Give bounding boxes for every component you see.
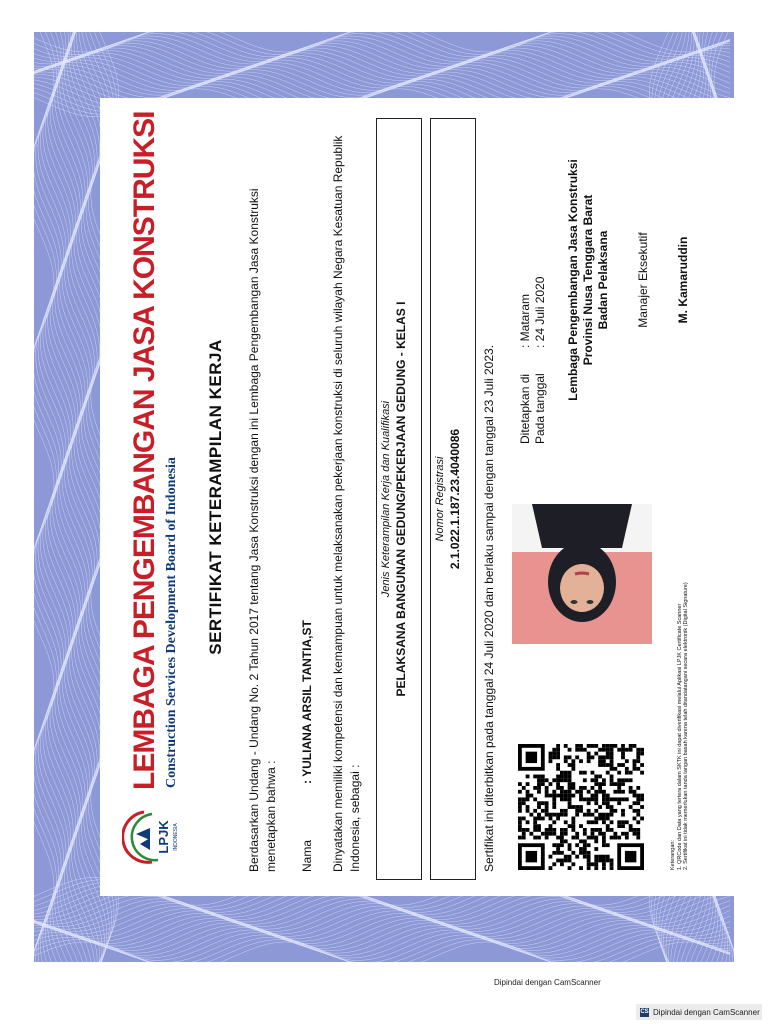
notes-line-2: 2. Sertifikat ini tidak memerlukan tanda tangan basah karena telah ditandatangani secara elektronik (Digital Signature)	[683, 582, 689, 870]
organization-subtitle: Construction Services Development Board of Indonesia	[164, 457, 179, 788]
qualification-value: PELAKSANA BANGUNAN GEDUNG/PEKERJAAN GEDUNG - KELAS I	[394, 301, 408, 697]
certificate-border	[34, 32, 734, 962]
issued-place-label: Ditetapkan di	[518, 373, 532, 444]
holder-photo	[512, 504, 652, 644]
camscanner-icon: CS	[640, 1008, 649, 1015]
validity-text: Sertifikat ini diterbitkan pada tanggal 24 Juli 2020 dan berlaku sampai dengan tanggal 23 Juli 2023.	[482, 344, 496, 872]
lpjk-logo-icon	[122, 806, 184, 868]
portrait-image	[512, 504, 652, 644]
signer-position: Manajer Eksekutif	[636, 232, 650, 328]
camscanner-badge	[636, 1004, 762, 1020]
competency-statement: Dinyatakan memiliki kompetensi dan kemampuan untuk melaksanakan pekerjaan konstruksi di seluruh wilayah Negara Kesatuan Republik Indonesia, sebagai :	[331, 135, 362, 872]
legal-basis-text: Berdasarkan Undang - Undang No. 2 Tahun 2017 tentang Jasa Konstruksi dengan ini Lembaga Pengembangan Jasa Konstruksi menetapkan bahwa :	[247, 188, 278, 872]
certificate-paper	[100, 98, 734, 896]
name-label: Nama	[300, 839, 314, 872]
issuance-details	[518, 277, 548, 444]
signer-name: M. Kamaruddin	[676, 236, 690, 324]
issued-date-label: Pada tanggal	[533, 373, 547, 444]
logo-text: LPJK	[156, 820, 171, 854]
organization-name: LEMBAGA PENGEMBANGAN JASA KONSTRUKSI	[128, 111, 161, 790]
header	[118, 108, 188, 868]
issuer-line-3: Badan Pelaksana	[596, 230, 610, 330]
issuer-block	[566, 130, 611, 430]
qr-code	[518, 744, 644, 870]
issued-place: : Mataram	[518, 293, 532, 348]
camscanner-badge-text: Dipindai dengan CamScanner	[653, 1007, 760, 1017]
logo-subtext: INDONESIA	[173, 823, 179, 851]
qualification-box	[376, 118, 422, 880]
notes-heading: Keterangan:	[670, 840, 676, 870]
notes	[670, 450, 690, 870]
issued-date: : 24 Juli 2020	[533, 276, 547, 348]
scanner-footer-text: Dipindai dengan CamScanner	[494, 978, 601, 987]
registration-caption: Nomor Registrasi	[434, 456, 446, 542]
certificate-content	[100, 98, 734, 896]
registration-number: 2.1.022.1.187.23.4040086	[448, 428, 462, 570]
issuer-line-2: Provinsi Nusa Tenggara Barat	[581, 194, 595, 366]
registration-box	[430, 118, 476, 880]
issuer-line-1: Lembaga Pengembangan Jasa Konstruksi	[566, 159, 580, 401]
qualification-caption: Jenis Keterampilan Kerja dan Kualifikasi	[380, 400, 392, 598]
notes-line-1: 1. QRCode dan Data yang tertera dalam SKTK ini dapat diverifikasi melalui Aplikasi LPJK Certificate Scanner	[676, 603, 683, 870]
certificate-title: SERTIFIKAT KETERAMPILAN KERJA	[206, 339, 225, 655]
holder-name: : YULIANA ARSIL TANTIA,ST	[300, 620, 314, 784]
